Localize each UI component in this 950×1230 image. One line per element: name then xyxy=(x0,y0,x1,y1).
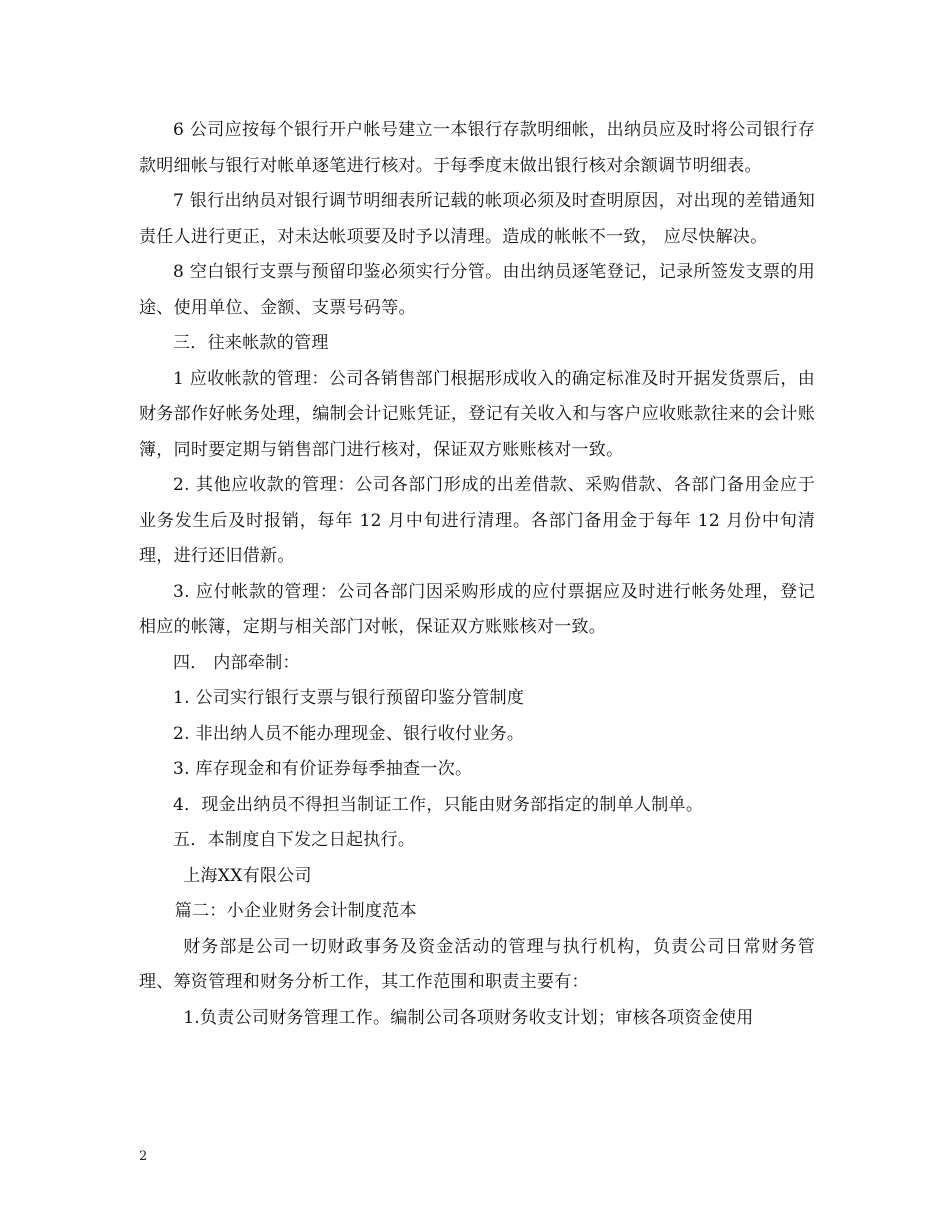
paragraph-receivables: 1 应收帐款的管理：公司各销售部门根据形成收入的确定标准及时开据发货票后，由财务部作好帐务处理，编制会计记账凭证，登记有关收入和与客户应收账款往来的会计账簿，同时要定期与销售部门进行核对，保证双方账账核对一致。 xyxy=(139,368,815,460)
list-item-control-1: 1. 公司实行银行支票与银行预留印鉴分管制度 xyxy=(173,688,525,708)
paragraph-finance-department: 财务部是公司一切财政事务及资金活动的管理与执行机构，负责公司日常财务管理、筹资管理和财务分析工作，其工作范围和职责主要有： xyxy=(139,936,815,992)
page-number: 2 xyxy=(139,1149,148,1164)
section-heading-internal-control: 四． 内部牵制： xyxy=(173,652,300,673)
company-signature: 上海XX有限公司 xyxy=(183,865,312,886)
paragraph-other-receivables: 2. 其他应收款的管理：公司各部门形成的出差借款、采购借款、各部门备用金应于业务发生后及时报销，每年 12 月中旬进行清理。各部门备用金于每年 12 月份中旬清理，进行还旧借新。 xyxy=(139,475,815,566)
paragraph-payables: 3. 应付帐款的管理：公司各部门因采购形成的应付票据应及时进行帐务处理，登记相应的帐簿，定期与相关部门对帐，保证双方账账核对一致。 xyxy=(139,581,815,637)
list-item-control-4: 4．现金出纳员不得担当制证工作，只能由财务部指定的制单人制单。 xyxy=(173,794,704,815)
list-item-control-3: 3. 库存现金和有价证券每季抽查一次。 xyxy=(173,759,473,779)
paragraph-bank-reconciliation: 7 银行出纳员对银行调节明细表所记载的帐项必须及时查明原因，对出现的差错通知责任人进行更正，对未达帐项要及时予以清理。造成的帐帐不一致， 应尽快解决。 xyxy=(139,191,815,247)
list-item-control-2: 2. 非出纳人员不能办理现金、银行收付业务。 xyxy=(173,723,525,744)
paragraph-blank-checks: 8 空白银行支票与预留印鉴必须实行分管。由出纳员逐笔登记，记录所签发支票的用途、使用单位、金额、支票号码等。 xyxy=(139,262,815,318)
chapter-heading: 篇二：小企业财务会计制度范本 xyxy=(174,901,417,921)
section-heading-effective: 五．本制度自下发之日起执行。 xyxy=(173,830,416,850)
section-heading-accounts: 三．往来帐款的管理 xyxy=(173,333,329,353)
paragraph-bank-ledger: 6 公司应按每个银行开户帐号建立一本银行存款明细帐，出纳员应及时将公司银行存款明细帐与银行对帐单逐笔进行核对。于每季度末做出银行核对余额调节明细表。 xyxy=(139,120,815,176)
document-body xyxy=(139,113,815,1036)
paragraph-duty-1: 1.负责公司财务管理工作。编制公司各项财务收支计划；审核各项资金使用 xyxy=(183,1007,754,1028)
